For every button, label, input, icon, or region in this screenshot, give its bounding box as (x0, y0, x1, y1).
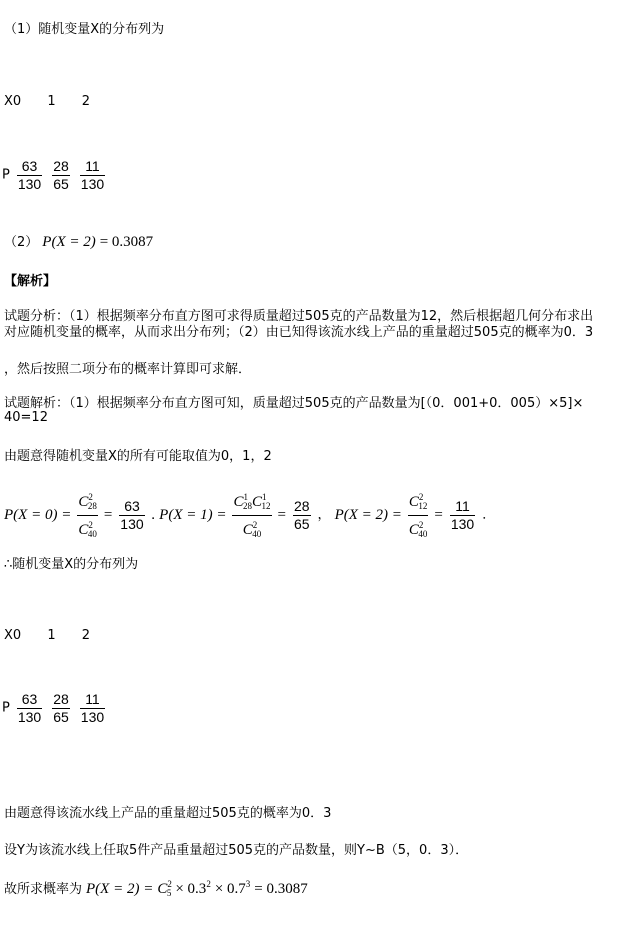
p1-comb-fraction: $\frac{C^1_{28}C^1_{12}}{C^2_{40}}$ (232, 488, 271, 543)
p-separator: ， (317, 507, 331, 523)
p2-eq: = (434, 507, 443, 523)
p-value-1: $\frac{28}{65}$ (53, 691, 69, 725)
analysis-line-2: 对应随机变量的概率，从而求出分布列；（2）由已知得该流水线上产品的重量超过505克的概率为0．3 (4, 325, 594, 340)
analysis-heading: 【解析】 (4, 274, 57, 289)
x-value-0: 0 (12, 94, 22, 109)
p-label: P (2, 167, 10, 183)
part2-eq: = 0.3087 (99, 234, 154, 250)
final-comb: C (157, 881, 168, 897)
part2-answer (4, 233, 153, 251)
p0-lhs: P(X = 0) = (4, 507, 72, 523)
final-mid: × 0.3 (175, 881, 207, 897)
p1-value: $\frac{28}{65}$ (293, 498, 310, 532)
binomial-line: 设Y为该流水线上任取5件产品重量超过505克的产品数量，则Y~B（5，0．3）． (4, 843, 469, 858)
p-value-2: $\frac{11}{130}$ (80, 691, 105, 725)
formula-end: ． (482, 507, 496, 523)
p2-comb-fraction: $\frac{C^2_{12}}{C^2_{40}}$ (408, 488, 429, 543)
x-value-1: 1 (47, 94, 56, 109)
solution-line-3: 由题意得随机变量X的所有可能取值为0，1，2 (4, 449, 272, 464)
analysis-line-3: ，然后按照二项分布的概率计算即可求解． (4, 362, 252, 377)
x-label: X (4, 94, 13, 109)
x-value-0: 0 (12, 628, 22, 643)
final-lhs: P(X = 2) = (86, 881, 154, 897)
solution-line-2: 40=12 (4, 410, 48, 425)
probability-formulas (4, 488, 495, 543)
final-mid2: × 0.7 (214, 881, 246, 897)
p0-value: $\frac{63}{130}$ (120, 498, 144, 532)
p-value-1: $\frac{28}{65}$ (53, 158, 69, 192)
x-value-2: 2 (81, 628, 91, 643)
part1-heading: （1）随机变量X的分布列为 (4, 22, 165, 37)
part2-label: （2） (4, 235, 39, 250)
part2-lhs: P(X = 2) (42, 234, 96, 250)
x-value-2: 2 (81, 94, 91, 109)
p1-eq: = (277, 507, 286, 523)
distribution-table-2-p-row (2, 691, 108, 726)
p0-comb-fraction: $\frac{C^2_{28}}{C^2_{40}}$ (77, 488, 98, 543)
p-value-2: $\frac{11}{130}$ (80, 158, 105, 192)
p-value-0: $\frac{63}{130}$ (17, 691, 42, 725)
p0-eq: = (103, 507, 113, 523)
distribution-table-1-x-row (4, 94, 90, 110)
solution-line-1: 试题解析：（1）根据频率分布直方图可知，质量超过505克的产品数量为[（0．001+0．005）×5]× (4, 396, 584, 411)
final-prefix: 故所求概率为 (4, 882, 83, 897)
x-value-1: 1 (47, 628, 56, 643)
p-label: P (2, 700, 10, 716)
therefore-line: ∴随机变量X的分布列为 (4, 557, 139, 572)
probability-line: 由题意得该流水线上产品的重量超过505克的概率为0．3 (4, 806, 332, 821)
p1-lhs: . P(X = 1) = (151, 507, 227, 523)
final-eq: = 0.3087 (254, 881, 308, 897)
distribution-table-1-p-row (2, 158, 108, 193)
x-label: X (4, 628, 13, 643)
p2-lhs: P(X = 2) = (334, 507, 402, 523)
final-answer-line: 故所求概率为 $P(X = 2) = C^2_5 \times 0.3^2 \times 0.7^3 = 0.3087$ (4, 879, 308, 898)
p2-value: $\frac{11}{130}$ (450, 498, 475, 532)
distribution-table-2-x-row (4, 628, 90, 644)
analysis-line-1: 试题分析：（1）根据频率分布直方图可求得质量超过505克的产品数量为12，然后根据超几何分布求出 (4, 309, 594, 324)
p-value-0: $\frac{63}{130}$ (17, 158, 42, 192)
